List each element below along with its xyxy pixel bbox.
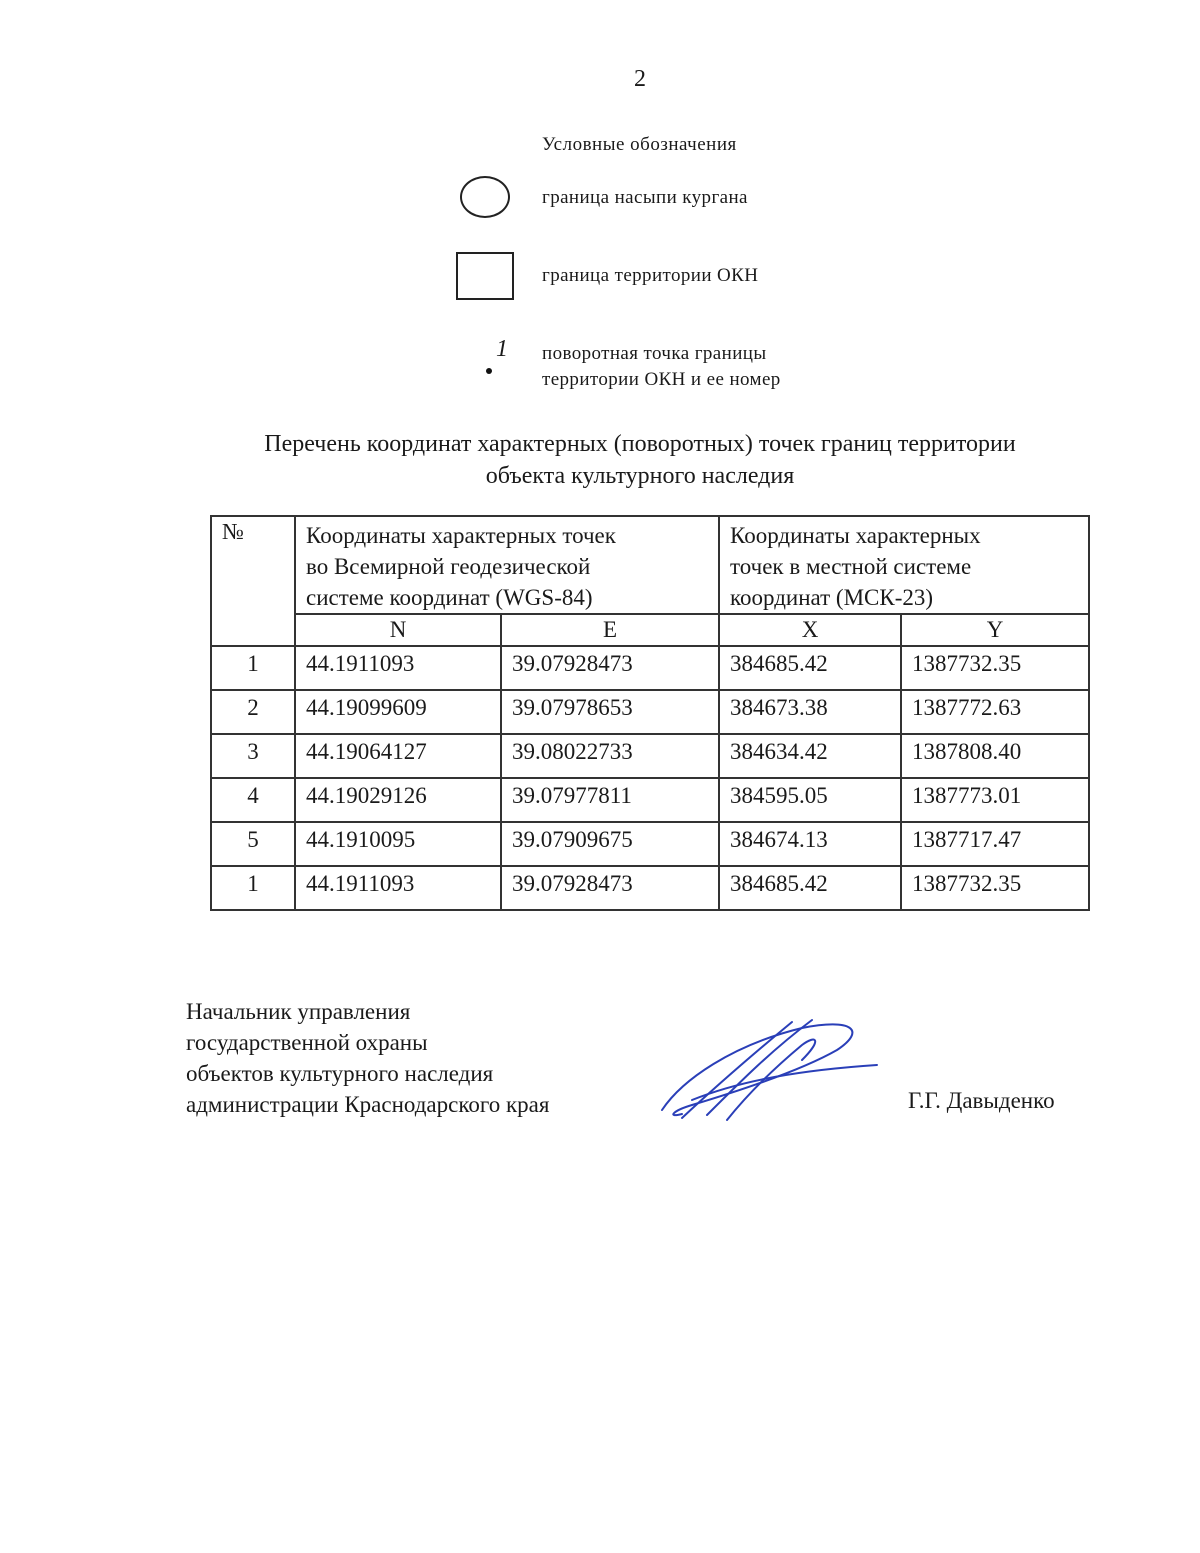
- cell-y: 1387732.35: [901, 866, 1089, 910]
- handwritten-signature: [652, 1010, 882, 1130]
- list-title-line1: Перечень координат характерных (поворотных) точек границ территории: [264, 431, 1016, 457]
- point-icon: [486, 368, 492, 374]
- coordinates-list-title: [0, 428, 1200, 492]
- subheader-n: N: [295, 614, 501, 646]
- circle-icon: [460, 176, 510, 218]
- table-row: [211, 822, 1089, 866]
- header-msk23-line1: Координаты характерных: [730, 523, 981, 548]
- cell-x: 384673.38: [719, 690, 901, 734]
- cell-x: 384674.13: [719, 822, 901, 866]
- table-row: [211, 646, 1089, 690]
- cell-e: 39.07978653: [501, 690, 719, 734]
- cell-e: 39.07977811: [501, 778, 719, 822]
- header-wgs84: [295, 516, 719, 614]
- legend-label-territory: граница территории ОКН: [542, 265, 759, 286]
- cell-n: 44.1911093: [295, 646, 501, 690]
- cell-y: 1387773.01: [901, 778, 1089, 822]
- header-msk23-line3: координат (МСК-23): [730, 585, 934, 610]
- cell-n: 44.19099609: [295, 690, 501, 734]
- table-row: [211, 734, 1089, 778]
- legend-title: Условные обозначения: [542, 134, 737, 155]
- cell-x: 384685.42: [719, 646, 901, 690]
- cell-x: 384595.05: [719, 778, 901, 822]
- cell-y: 1387808.40: [901, 734, 1089, 778]
- point-marker-number: 1: [496, 336, 508, 362]
- table-row: [211, 778, 1089, 822]
- table-row: [211, 866, 1089, 910]
- cell-no: 5: [211, 822, 295, 866]
- cell-no: 1: [211, 866, 295, 910]
- subheader-e: E: [501, 614, 719, 646]
- cell-n: 44.19029126: [295, 778, 501, 822]
- signatory-line3: объектов культурного наследия: [186, 1061, 494, 1086]
- legend-label-point-line2: территории ОКН и ее номер: [542, 369, 781, 390]
- cell-n: 44.19064127: [295, 734, 501, 778]
- header-wgs84-line2: во Всемирной геодезической: [306, 554, 591, 579]
- cell-y: 1387717.47: [901, 822, 1089, 866]
- cell-y: 1387772.63: [901, 690, 1089, 734]
- subheader-x: X: [719, 614, 901, 646]
- coordinates-table: [210, 515, 1090, 911]
- cell-y: 1387732.35: [901, 646, 1089, 690]
- cell-e: 39.07928473: [501, 646, 719, 690]
- cell-x: 384685.42: [719, 866, 901, 910]
- cell-no: 1: [211, 646, 295, 690]
- cell-n: 44.1910095: [295, 822, 501, 866]
- cell-x: 384634.42: [719, 734, 901, 778]
- signatory-line1: Начальник управления: [186, 999, 411, 1024]
- signature-strokes: [662, 1020, 877, 1120]
- cell-no: 3: [211, 734, 295, 778]
- header-msk23-line2: точек в местной системе: [730, 554, 972, 579]
- cell-no: 4: [211, 778, 295, 822]
- cell-n: 44.1911093: [295, 866, 501, 910]
- list-title-line2: объекта культурного наследия: [485, 463, 795, 489]
- header-wgs84-line1: Координаты характерных точек: [306, 523, 616, 548]
- legend-label-mound: граница насыпи кургана: [542, 187, 748, 208]
- header-wgs84-line3: системе координат (WGS-84): [306, 585, 593, 610]
- header-number: №: [211, 516, 295, 646]
- table-row: [211, 690, 1089, 734]
- table-header-row: [211, 516, 1089, 614]
- header-msk23: [719, 516, 1089, 614]
- cell-e: 39.07909675: [501, 822, 719, 866]
- cell-e: 39.07928473: [501, 866, 719, 910]
- cell-no: 2: [211, 690, 295, 734]
- signatory-line2: государственной охраны: [186, 1030, 428, 1055]
- legend-label-point-line1: поворотная точка границы: [542, 343, 767, 364]
- signatory-line4: администрации Краснодарского края: [186, 1092, 550, 1117]
- subheader-y: Y: [901, 614, 1089, 646]
- table-subheader-row: [211, 614, 1089, 646]
- cell-e: 39.08022733: [501, 734, 719, 778]
- square-icon: [456, 252, 514, 300]
- signatory-title: [186, 996, 549, 1120]
- signer-name: Г.Г. Давыденко: [908, 1088, 1055, 1113]
- page-number: 2: [634, 66, 646, 92]
